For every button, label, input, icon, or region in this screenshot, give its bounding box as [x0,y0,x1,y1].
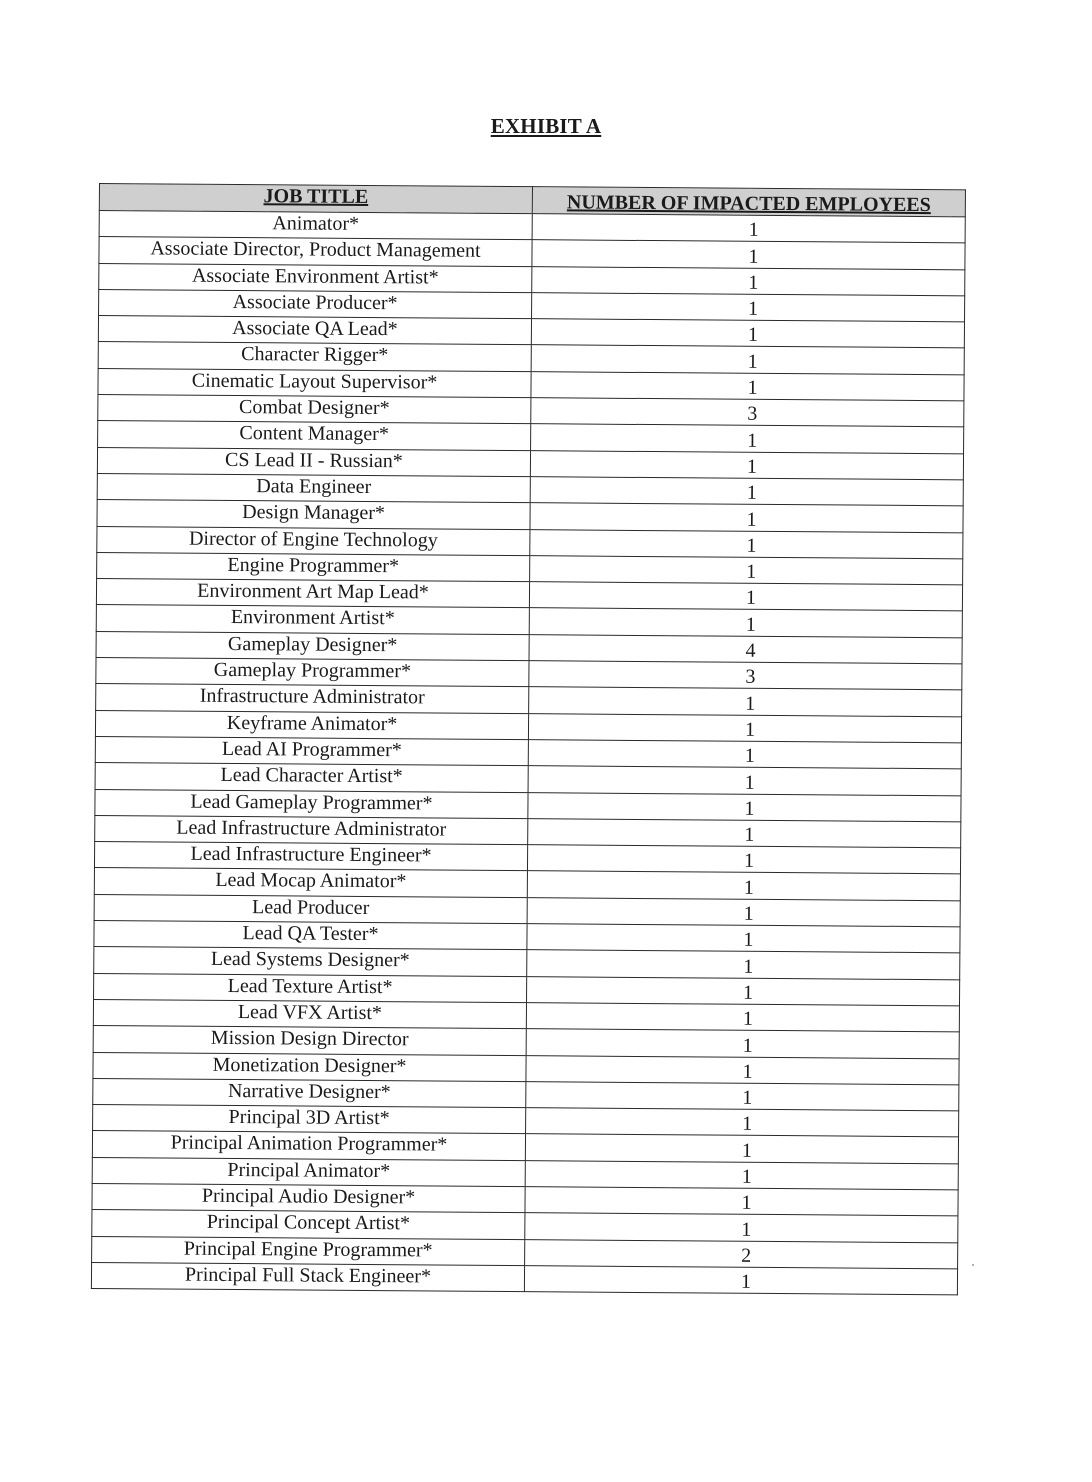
job-title-cell: Infrastructure Administrator [96,684,529,713]
job-title-cell: Data Engineer [97,473,530,502]
job-title-cell: CS Lead II - Russian* [97,447,530,476]
impacted-count-cell: 1 [529,687,962,716]
job-title-cell: Principal 3D Artist* [93,1105,526,1134]
job-title-cell: Associate QA Lead* [98,316,531,345]
job-title-cell: Gameplay Designer* [96,631,529,660]
job-title-cell: Content Manager* [98,421,531,450]
impacted-count-cell: 1 [525,1187,958,1216]
impacted-count-cell: 1 [527,976,960,1005]
impacted-count-cell: 1 [526,1108,959,1137]
impacted-count-cell: 1 [526,1029,959,1058]
impacted-count-cell: 1 [528,713,961,742]
table-body [91,211,965,1295]
impacted-count-cell: 1 [530,529,963,558]
impacted-count-cell: 1 [530,450,963,479]
table-row [91,1262,957,1295]
job-title-cell: Principal Full Stack Engineer* [91,1262,524,1291]
job-title-cell: Principal Audio Designer* [92,1183,525,1212]
job-title-cell: Lead Mocap Animator* [94,868,527,897]
impacted-count-cell: 1 [525,1160,958,1189]
impacted-count-cell: 1 [527,897,960,926]
job-title-cell: Lead Character Artist* [95,763,528,792]
job-title-cell: Lead Gameplay Programmer* [95,789,528,818]
impacted-count-cell: 1 [530,477,963,506]
job-title-cell: Environment Art Map Lead* [96,579,529,608]
job-title-cell: Lead VFX Artist* [93,999,526,1028]
impacted-count-cell: 1 [531,424,964,453]
impacted-count-cell: 4 [529,634,962,663]
job-title-cell: Associate Director, Product Management [99,237,532,266]
scan-speck [972,1264,974,1266]
job-title-cell: Character Rigger* [98,342,531,371]
job-title-cell: Gameplay Programmer* [96,658,529,687]
job-title-cell: Lead Infrastructure Administrator [95,815,528,844]
impacted-count-cell: 1 [526,1055,959,1084]
job-title-cell: Cinematic Layout Supervisor* [98,368,531,397]
job-title-cell: Engine Programmer* [97,552,530,581]
impacted-count-cell: 1 [532,266,965,295]
job-title-cell: Mission Design Director [93,1026,526,1055]
impacted-count-cell: 1 [528,792,961,821]
job-title-cell: Lead QA Tester* [94,920,527,949]
impacted-count-cell: 1 [524,1266,957,1295]
impacted-count-cell: 1 [526,1003,959,1032]
job-title-cell: Environment Artist* [96,605,529,634]
job-title-cell: Narrative Designer* [93,1078,526,1107]
header-job-title: JOB TITLE [99,184,532,214]
impacted-count-cell: 1 [532,214,965,243]
job-title-cell: Lead Texture Artist* [94,973,527,1002]
job-title-cell: Associate Environment Artist* [99,263,532,292]
impacted-count-cell: 1 [531,345,964,374]
job-title-cell: Keyframe Animator* [95,710,528,739]
impacted-count-cell: 3 [531,398,964,427]
impacted-count-cell: 1 [528,818,961,847]
impacted-count-cell: 1 [525,1134,958,1163]
impacted-count-cell: 1 [525,1213,958,1242]
impacted-count-cell: 1 [527,845,960,874]
job-title-cell: Principal Engine Programmer* [92,1236,525,1265]
job-title-cell: Lead AI Programmer* [95,736,528,765]
job-title-cell: Principal Concept Artist* [92,1210,525,1239]
impacted-count-cell: 1 [529,582,962,611]
job-title-cell: Design Manager* [97,500,530,529]
impacted-count-cell: 3 [529,661,962,690]
impacted-employees-table [91,183,966,1295]
job-title-cell: Lead Systems Designer* [94,947,527,976]
impacted-count-cell: 2 [525,1239,958,1268]
impacted-count-cell: 1 [530,503,963,532]
impacted-count-cell: 1 [532,240,965,269]
impacted-count-cell: 1 [527,924,960,953]
impacted-count-cell: 1 [529,608,962,637]
job-title-cell: Lead Infrastructure Engineer* [94,842,527,871]
job-title-cell: Monetization Designer* [93,1052,526,1081]
impacted-count-cell: 1 [527,950,960,979]
impacted-count-cell: 1 [526,1081,959,1110]
job-title-cell: Animator* [99,211,532,240]
impacted-count-cell: 1 [528,766,961,795]
job-title-cell: Lead Producer [94,894,527,923]
impacted-employees-table-container [91,183,965,1295]
job-title-cell: Principal Animator* [92,1157,525,1186]
impacted-count-cell: 1 [531,319,964,348]
impacted-count-cell: 1 [532,293,965,322]
exhibit-title: EXHIBIT A [490,114,602,138]
impacted-count-cell: 1 [531,371,964,400]
job-title-cell: Principal Animation Programmer* [92,1131,525,1160]
job-title-cell: Associate Producer* [99,289,532,318]
impacted-count-cell: 1 [528,740,961,769]
header-number-impacted: NUMBER OF IMPACTED EMPLOYEES [532,187,965,217]
impacted-count-cell: 1 [530,556,963,585]
job-title-cell: Director of Engine Technology [97,526,530,555]
impacted-count-cell: 1 [527,871,960,900]
job-title-cell: Combat Designer* [98,395,531,424]
